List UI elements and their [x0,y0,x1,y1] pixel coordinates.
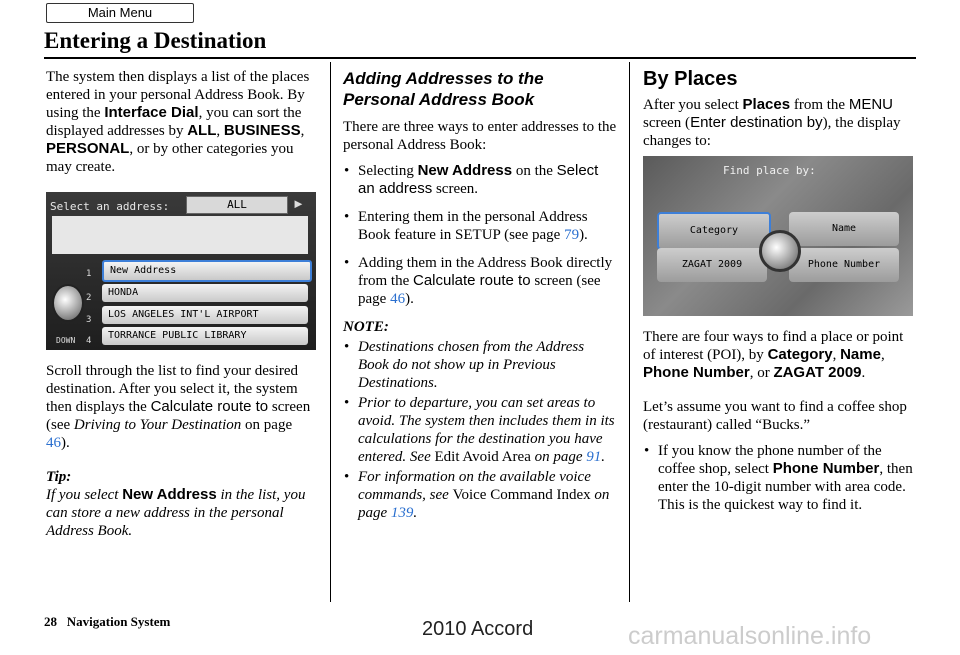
list-item: • Entering them in the personal Address Book feature in SETUP (see page 79). [343,208,618,244]
page-link[interactable]: 139 [390,505,414,521]
column-1 [46,68,316,540]
section-heading: By Places [643,68,738,90]
watermark: carmanualsonline.info [628,622,872,650]
row-number: 1 [86,269,92,279]
screen-title: Select an address: [50,200,170,213]
row-number: 4 [86,336,92,346]
address-row: TORRANCE PUBLIC LIBRARY [102,327,308,345]
category-option: Category [657,212,771,250]
title-divider [44,57,916,59]
address-row: New Address [102,260,312,282]
row-number: 3 [86,315,92,325]
note-label: NOTE: [343,319,389,335]
page-footer [44,614,170,630]
page-link[interactable]: 46 [390,291,406,307]
list-item: • Prior to departure, you can set areas to avoid. The system then includes them in its calculations for the destination you have entered. See Edit Avoid Area on page 91. [343,394,618,466]
tip-paragraph: Tip: If you select New Address in the list, you can store a new address in the personal Address Book. [46,469,306,539]
column-3 [643,68,918,524]
steps-list [643,442,918,514]
down-label: DOWN [56,336,76,345]
screen-title: Find place by: [723,164,816,177]
column-divider [330,62,331,602]
intro-paragraph: There are three ways to enter addresses to the personal Address Book: [343,119,617,153]
filter-box: ALL [186,196,288,214]
list-item: • Destinations chosen from the Address Book do not show up in Previous Destinations. [343,338,618,392]
list-item: • For information on the available voice commands, see Voice Command Index on page 139. [343,468,618,522]
page-link[interactable]: 79 [564,227,580,243]
right-arrow-icon: ► [292,196,305,211]
methods-list [343,162,618,308]
page-number: 28 [44,614,57,629]
scroll-paragraph: Scroll through the list to find your desired destination. After you select it, the system then displays the Calculate route to screen (see Driving to Your Destination on page 46). [46,363,311,451]
interface-dial-icon [759,230,801,272]
list-item: • If you know the phone number of the coffee shop, select Phone Number, then enter the 10-digit number with area code. This is the quickest way to find it. [643,442,918,514]
interface-dial-icon [52,284,84,322]
column-divider [629,62,630,602]
intro-paragraph: After you select Places from the MENU screen (Enter destination by), the display changes to: [643,96,901,149]
section-name: Navigation System [66,614,171,629]
intro-paragraph: The system then displays a list of the places entered in your personal Address Book. By using the Interface Dial, you can sort the displayed addresses by ALL, BUSINESS, PERSONAL, or by other categories you may create. [46,69,310,175]
notes-list [343,338,618,522]
screen-panel [52,216,308,254]
select-address-screenshot [46,192,316,350]
example-paragraph: Let’s assume you want to find a coffee shop (restaurant) called “Bucks.” [643,399,907,433]
list-item: • Selecting New Address on the Select an address screen. [343,162,618,198]
main-menu-button[interactable]: Main Menu [46,3,194,23]
section-heading: Adding Addresses to the Personal Address Book [343,69,544,109]
find-place-screenshot [643,156,913,316]
address-row: HONDA [102,284,308,302]
address-row: LOS ANGELES INT'L AIRPORT [102,306,308,324]
phone-number-option: Phone Number [789,248,899,282]
page-link[interactable]: 91 [586,449,602,465]
zagat-option: ZAGAT 2009 [657,248,767,282]
row-number: 2 [86,293,92,303]
footer-brand: 2010 Accord [422,618,534,640]
list-item: • Adding them in the Address Book directly from the Calculate route to screen (see page 46). [343,254,618,308]
ways-paragraph: There are four ways to find a place or point of interest (POI), by Category, Name, Phone Number, or ZAGAT 2009. [643,329,904,381]
column-2 [343,68,618,524]
page-title: Entering a Destination [44,28,267,53]
page-link[interactable]: 46 [46,435,61,451]
name-option: Name [789,212,899,246]
